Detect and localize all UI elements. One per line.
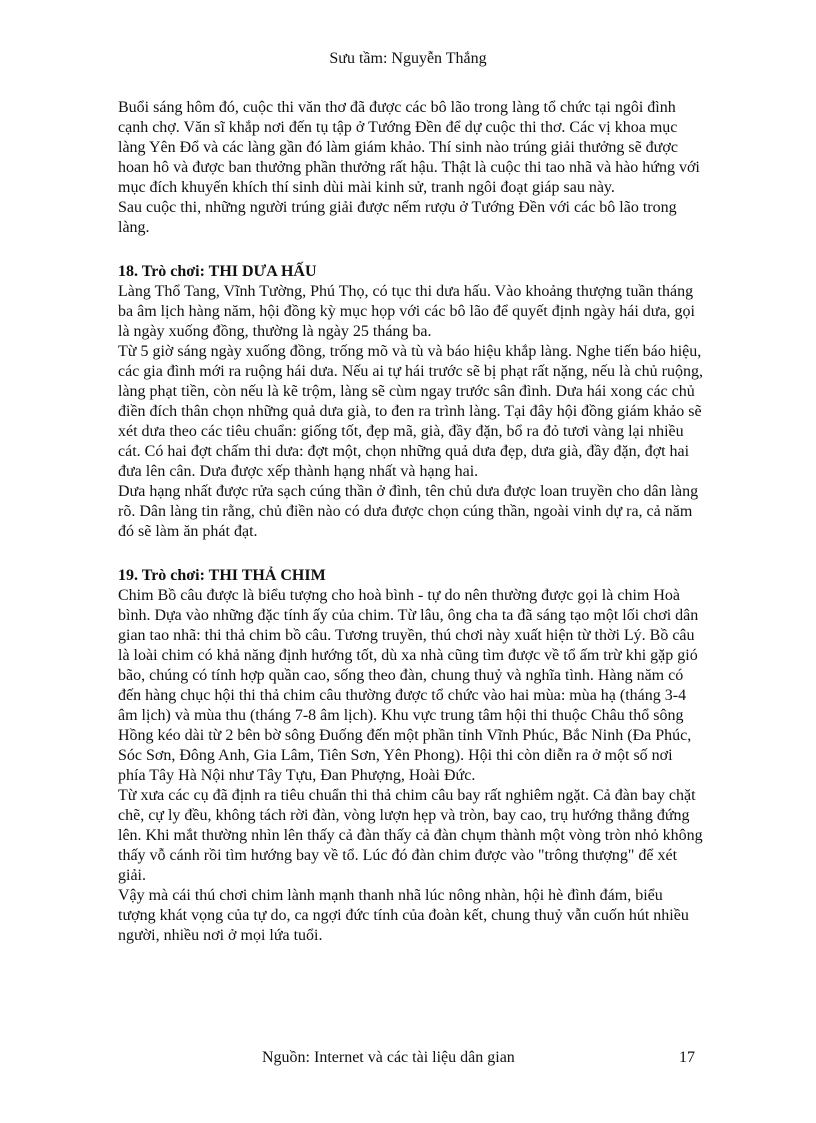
footer-source: Nguồn: Internet và các tài liệu dân gian: [262, 1049, 515, 1066]
page-number: 17: [679, 1049, 695, 1066]
section-19-title: 19. Trò chơi: THI THẢ CHIM: [118, 567, 326, 584]
section-spacer: [118, 542, 703, 566]
section-18-paragraph: Từ 5 giờ sáng ngày xuống đồng, trống mõ và tù và báo hiệu khắp làng. Nghe tiến báo hiệu, các gia đình mới ra ruộng hái dưa. Nếu ai tự hái trước sẽ bị phạt rất nặng, nếu là chủ ruộng, làng phạt tiền, còn nếu là kẽ trộm, làng sẽ cùm ngay trước sân đình. Dưa hái xong các chủ điền đích thân chọn những quả dưa già, to đen ra trình làng. Tại đây hội đồng giám khảo sẽ xét dưa theo các tiêu chuẩn: giống tốt, đẹp mã, già, đầy đặn, bổ ra đỏ tươi vàng lại nhiều cát. Có hai đợt chấm thi dưa: đợt một, chọn những quả dưa đẹp, dưa già, đầy đặn, đợt hai đưa lên cân. Dưa được xếp thành hạng nhất và hạng hai.: [118, 343, 703, 480]
section-19-paragraph: Từ xưa các cụ đã định ra tiêu chuẩn thi thả chim câu bay rất nghiêm ngặt. Cả đàn bay chặt chẽ, cự ly đều, không tách rời đàn, vòng lượn hẹp và tròn, bay cao, trụ hướng thẳng đứng lên. Khi mắt thường nhìn lên thấy cả đàn thấy cả đàn chụm thành một vòng tròn nhỏ không thấy vỗ cánh rồi tìm hướng bay về tổ. Lúc đó đàn chim được vào "trông thượng" để xét giải.: [118, 787, 703, 884]
page-header: Sưu tầm: Nguyễn Thắng: [329, 50, 487, 67]
section-19-paragraph: Chim Bồ câu được là biểu tượng cho hoà bình - tự do nên thường được gọi là chim Hoà bình. Dựa vào những đặc tính ấy của chim. Từ lâu, ông cha ta đã sáng tạo một lối chơi dân gian tao nhã: thi thả chim bồ câu. Tương truyền, thú chơi này xuất hiện từ thời Lý. Bồ câu là loài chim có khả năng định hướng tốt, dù xa nhà cũng tìm được về tổ ấm trừ khi gặp gió bão, chúng có tính hợp quần cao, sống theo đàn, chung thuỷ và nghĩa tình. Hàng năm có đến hàng chục hội thi thả chim câu thường được tổ chức vào hai mùa: mùa hạ (tháng 3-4 âm lịch) và mùa thu (tháng 7-8 âm lịch). Khu vực trung tâm hội thi thuộc Châu thổ sông Hồng kéo dài từ 2 bên bờ sông Đuống đến một phần tỉnh Vĩnh Phúc, Bắc Ninh (Đa Phúc, Sóc Sơn, Đông Anh, Gia Lâm, Tiên Sơn, Yên Phong). Hội thi còn diễn ra ở một số nơi phía Tây Hà Nội như Tây Tựu, Đan Phượng, Hoài Đức.: [118, 587, 699, 784]
page-content: [118, 98, 703, 946]
section-spacer: [118, 238, 703, 262]
intro-paragraph: Buổi sáng hôm đó, cuộc thi văn thơ đã được các bô lão trong làng tổ chức tại ngôi đình cạnh chợ. Văn sĩ khắp nơi đến tụ tập ở Tướng Đền để dự cuộc thi thơ. Các vị khoa mục làng Yên Đổ và các làng gần đó làm giám khảo. Thí sinh nào trúng giải thưởng sẽ được hoan hô và được ban thưởng phần thưởng rất hậu. Thật là cuộc thi tao nhã và hào hứng với mục đích khuyến khích thí sinh dùi mài kinh sử, tranh ngôi đoạt giáp sau này.: [118, 99, 700, 196]
section-18-paragraph: Làng Thổ Tang, Vĩnh Tường, Phú Thọ, có tục thi dưa hấu. Vào khoảng thượng tuần tháng ba âm lịch hàng năm, hội đồng kỳ mục họp với các bô lão để quyết định ngày hái dưa, gọi là ngày xuống đồng, thường là ngày 25 tháng ba.: [118, 283, 695, 340]
section-18-title: 18. Trò chơi: THI DƯA HẤU: [118, 263, 317, 280]
section-19-paragraph: Vậy mà cái thú chơi chim lành mạnh thanh nhã lúc nông nhàn, hội hè đình đám, biểu tượng khát vọng của tự do, ca ngợi đức tính của đoàn kết, chung thuỷ vẫn cuốn hút nhiều người, nhiều nơi ở mọi lứa tuổi.: [118, 887, 689, 944]
section-18-paragraph: Dưa hạng nhất được rửa sạch cúng thần ở đình, tên chủ dưa được loan truyền cho dân làng rõ. Dân làng tin rằng, chủ điền nào có dưa được chọn cúng thần, ngoài vinh dự ra, cả năm đó sẽ làm ăn phát đạt.: [118, 483, 699, 540]
intro-paragraph: Sau cuộc thi, những người trúng giải được nếm rượu ở Tướng Đền với các bô lão trong làng.: [118, 199, 677, 236]
